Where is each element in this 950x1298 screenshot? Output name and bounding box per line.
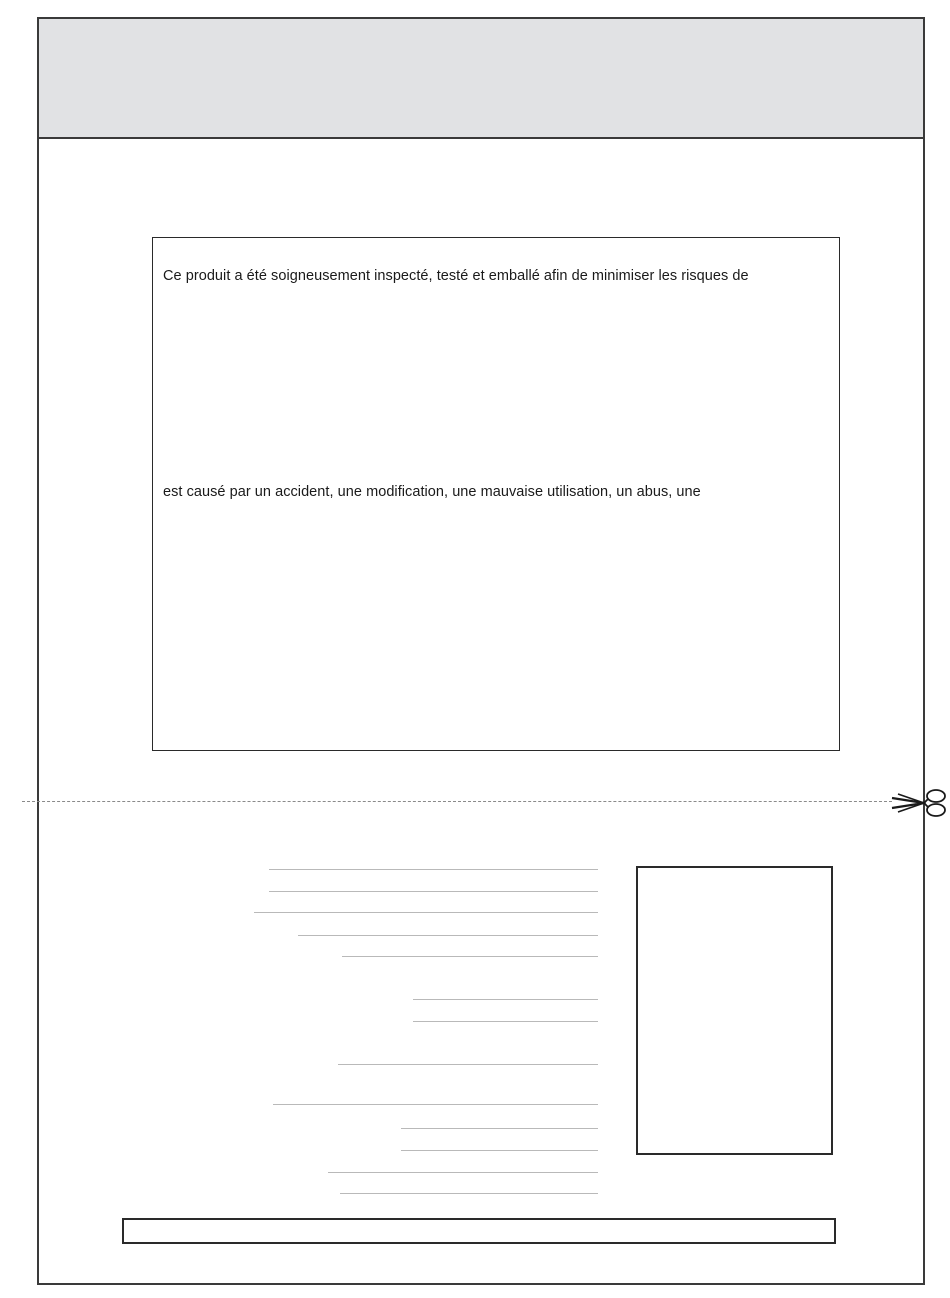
warranty-text-line-2: est causé par un accident, une modification, une mauvaise utilisation, un abus, une [163,484,701,500]
warranty-text-box [152,237,840,751]
form-fill-line[interactable] [328,1172,598,1173]
form-fill-line[interactable] [273,1104,598,1105]
cut-line [22,801,892,802]
bottom-bar [122,1218,836,1244]
form-fill-line[interactable] [413,999,598,1000]
form-fill-line[interactable] [338,1064,598,1065]
header-band [37,17,925,139]
warranty-text-line-1: Ce produit a été soigneusement inspecté, testé et emballé afin de minimiser les risques de [163,268,749,284]
form-fill-line[interactable] [254,912,598,913]
form-fill-line[interactable] [342,956,598,957]
form-fill-line[interactable] [269,891,598,892]
stamp-box [636,866,833,1155]
form-fill-line[interactable] [340,1193,598,1194]
form-fill-line[interactable] [401,1128,598,1129]
form-fill-line[interactable] [413,1021,598,1022]
form-fill-line[interactable] [298,935,598,936]
scissors-icon [890,786,948,818]
form-fill-line[interactable] [269,869,598,870]
form-fill-line[interactable] [401,1150,598,1151]
